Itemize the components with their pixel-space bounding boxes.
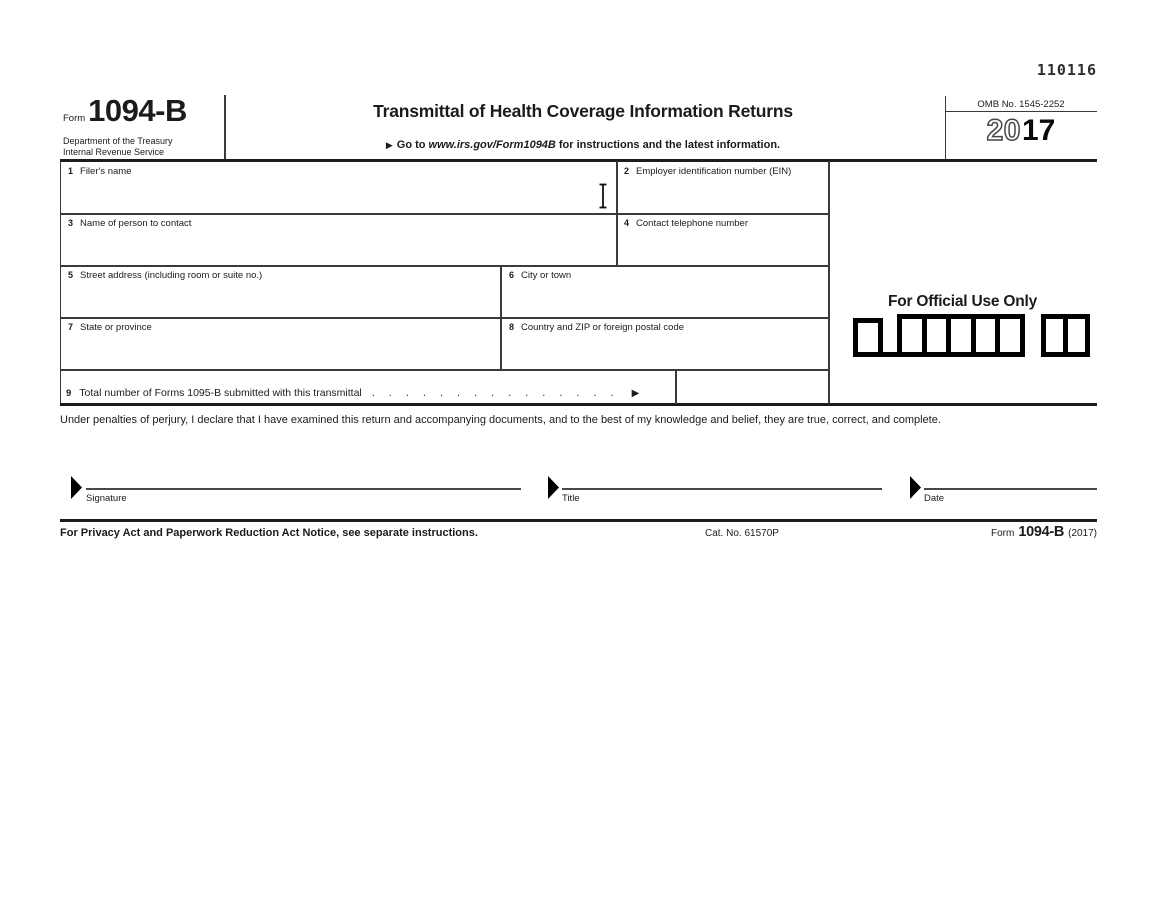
official-use-box-group-5 — [897, 314, 1025, 352]
table-row-line-2 — [60, 265, 828, 267]
official-use-title: For Official Use Only — [887, 293, 1038, 310]
tax-year-solid: 17 — [1022, 114, 1056, 147]
signature-label: Signature — [86, 493, 127, 504]
footer-form-number: 1094-B — [1018, 524, 1065, 540]
treasury-line: Department of the Treasury — [63, 136, 173, 146]
contact-phone-input[interactable] — [617, 230, 827, 264]
official-use-box-group-2 — [1041, 314, 1090, 357]
official-use-box — [922, 319, 947, 352]
country-zip-input[interactable] — [501, 334, 827, 368]
field-number: 8 — [509, 322, 515, 332]
field-label-9 — [66, 387, 639, 399]
tax-year — [945, 114, 1097, 148]
field-number: 3 — [68, 218, 74, 228]
text-cursor-icon — [597, 183, 609, 209]
line9-arrow-icon: ▶ — [631, 388, 640, 399]
field-label-7 — [68, 322, 152, 333]
go-url[interactable]: www.irs.gov/Form1094B — [428, 139, 556, 151]
field-number: 5 — [68, 270, 74, 280]
field-number: 2 — [624, 166, 630, 176]
field-text: Street address (including room or suite no.) — [80, 270, 263, 281]
street-address-input[interactable] — [61, 282, 499, 316]
city-input[interactable] — [501, 282, 827, 316]
field-number: 1 — [68, 166, 74, 176]
field-text: Employer identification number (EIN) — [636, 166, 792, 177]
form-title: Transmittal of Health Coverage Information Returns — [373, 101, 793, 121]
field-label-3 — [68, 218, 191, 229]
footer-form-label: Form — [990, 528, 1015, 539]
field-label-4 — [624, 218, 748, 229]
form-label: Form — [63, 113, 86, 124]
field-text: Filer's name — [80, 166, 132, 177]
total-forms-input[interactable] — [676, 370, 827, 403]
filer-name-input[interactable] — [61, 178, 615, 212]
catalog-number: Cat. No. 61570P — [705, 528, 779, 539]
table-right-border — [828, 161, 830, 404]
privacy-notice: For Privacy Act and Paperwork Reduction Act Notice, see separate instructions. — [60, 527, 478, 539]
omb-underline — [945, 111, 1097, 112]
title-label: Title — [562, 493, 580, 504]
field-text: Name of person to contact — [80, 218, 192, 229]
table-row-line-3 — [60, 317, 828, 319]
omb-number: OMB No. 1545-2252 — [977, 99, 1065, 110]
table-bottom-rule — [60, 403, 1097, 406]
date-label: Date — [924, 493, 945, 504]
official-use-boxes — [853, 314, 1090, 357]
official-use-box — [946, 319, 971, 352]
tax-year-outline: 20 — [986, 114, 1021, 147]
field-text: Total number of Forms 1095-B submitted with this transmittal — [79, 387, 362, 399]
field-number: 7 — [68, 322, 74, 332]
field-label-1 — [68, 166, 131, 177]
header-divider — [224, 95, 226, 159]
box-gap — [883, 342, 897, 352]
title-arrow-icon — [548, 476, 559, 499]
field-number: 9 — [66, 388, 72, 399]
signature-line[interactable] — [86, 488, 521, 490]
footer-rule — [60, 519, 1097, 522]
table-row-line-1 — [60, 213, 828, 215]
field-text: City or town — [521, 270, 572, 281]
footer-form-year: (2017) — [1068, 528, 1097, 539]
contact-name-input[interactable] — [61, 230, 615, 264]
field-label-5 — [68, 270, 262, 281]
irs-line: Internal Revenue Service — [63, 147, 165, 157]
official-use-box — [1063, 319, 1085, 352]
go-suffix: for instructions and the latest information. — [558, 139, 781, 151]
perjury-statement: Under penalties of perjury, I declare that I have examined this return and accompanying documents, and to the best of my knowledge and belief, they are true, correct, and complete. — [60, 414, 941, 426]
field-number: 4 — [624, 218, 630, 228]
title-line[interactable] — [562, 488, 882, 490]
header-bottom-rule — [60, 159, 1097, 162]
leader-dots: ............... — [371, 387, 628, 399]
field-text: Contact telephone number — [636, 218, 748, 229]
official-use-box — [1046, 319, 1063, 352]
field-text: State or province — [80, 322, 152, 333]
state-province-input[interactable] — [61, 334, 499, 368]
official-use-box — [995, 319, 1020, 352]
field-label-2 — [624, 166, 791, 177]
field-label-8 — [509, 322, 684, 333]
form-number: 1094-B — [88, 93, 187, 128]
serial-number: 110116 — [1036, 61, 1097, 79]
ein-input[interactable] — [617, 178, 827, 212]
go-arrow-icon: ▶ — [385, 140, 393, 150]
date-line[interactable] — [924, 488, 1097, 490]
official-use-box — [853, 318, 883, 352]
signature-arrow-icon — [71, 476, 82, 499]
go-prefix: Go to — [396, 139, 426, 151]
field-label-6 — [509, 270, 571, 281]
date-arrow-icon — [910, 476, 921, 499]
instructions-line — [228, 139, 938, 151]
footer-form-id — [991, 524, 1097, 540]
field-text: Country and ZIP or foreign postal code — [521, 322, 685, 333]
official-use-box-group-1 — [853, 314, 1025, 357]
official-use-box — [971, 319, 996, 352]
official-use-box — [902, 319, 922, 352]
field-number: 6 — [509, 270, 515, 280]
